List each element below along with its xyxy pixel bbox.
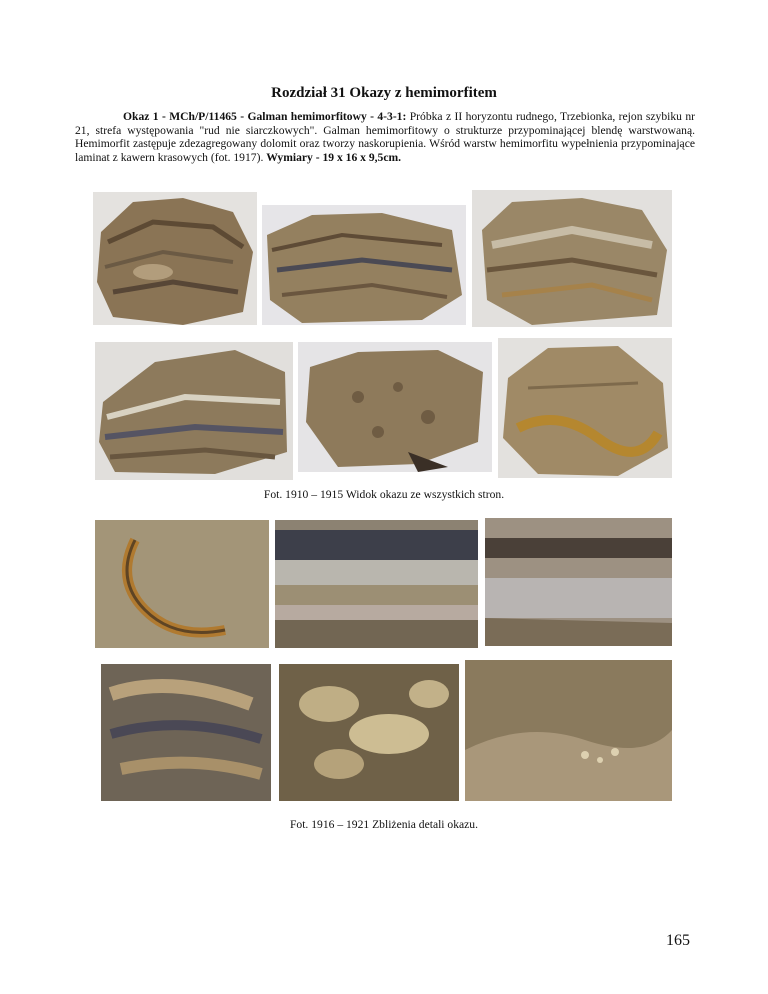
caption-overview: Fot. 1910 – 1915 Widok okazu ze wszystkich stron. <box>263 488 505 501</box>
photo-1913 <box>95 342 293 480</box>
photo-1911 <box>262 205 466 325</box>
photo-1912 <box>472 190 672 327</box>
specimen-label: Okaz 1 - MCh/P/11465 - Galman hemimorfitowy - 4-3-1: <box>123 110 407 123</box>
photo-1915 <box>498 338 672 478</box>
photo-1914 <box>298 342 492 472</box>
photo-1920 <box>279 664 459 801</box>
specimen-description <box>75 110 695 164</box>
caption-closeups: Fot. 1916 – 1921 Zbliżenia detali okazu. <box>289 818 479 831</box>
photo-1921 <box>465 660 672 801</box>
photo-1910 <box>93 192 257 325</box>
specimen-text: Próbka z II horyzontu rudnego, Trzebionka, rejon szybiku nr 21, strefa występowania "rud nie siarczkowych". Galman hemimorfitowy o strukturze przypominającej blendę warstwowaną. Hemimorfit zastępuje zdezagregowany dolomit oraz tworzy naskorupienia. Wśród warstw hemimorfitu wypełnienia przypominające laminat z kawern krasowych (fot. 1917). <box>75 110 695 164</box>
specimen-dimensions: Wymiary - 19 x 16 x 9,5cm. <box>266 150 402 164</box>
photo-1917 <box>275 520 478 648</box>
photo-1916 <box>95 520 269 648</box>
photo-1918 <box>485 518 672 646</box>
photo-1919 <box>101 664 271 801</box>
page-number: 165 <box>666 932 690 949</box>
page-title: Rozdział 31 Okazy z hemimorfitem <box>271 85 497 101</box>
